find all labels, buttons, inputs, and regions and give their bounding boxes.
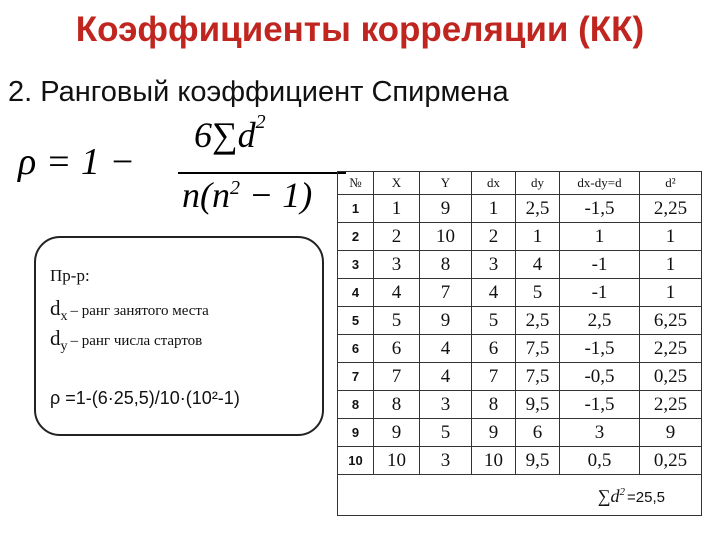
formula-numerator bbox=[194, 111, 266, 156]
dy-value: 9,5 bbox=[516, 447, 560, 475]
sum-value: =25,5 bbox=[627, 489, 665, 506]
header-number: № bbox=[338, 172, 374, 195]
example-calculation: ρ =1-(6·25,5)/10·(10²-1) bbox=[50, 388, 240, 408]
row-number: 1 bbox=[338, 195, 374, 223]
y-value: 3 bbox=[420, 391, 472, 419]
dy-value: 4 bbox=[516, 251, 560, 279]
d-value: -0,5 bbox=[560, 363, 640, 391]
dx-definition bbox=[50, 296, 209, 324]
rank-table bbox=[337, 171, 702, 516]
x-value: 5 bbox=[374, 307, 420, 335]
dx-value: 2 bbox=[472, 223, 516, 251]
x-value: 4 bbox=[374, 279, 420, 307]
d-value: 2,5 bbox=[560, 307, 640, 335]
formula-denominator-left: n(n bbox=[182, 175, 230, 215]
d-squared-value: 9 bbox=[640, 419, 702, 447]
x-value: 2 bbox=[374, 223, 420, 251]
table-row bbox=[338, 447, 702, 475]
dx-value: 9 bbox=[472, 419, 516, 447]
header-dy: dy bbox=[516, 172, 560, 195]
table-row bbox=[338, 307, 702, 335]
sum-symbol: $\sum d^2$ bbox=[597, 486, 626, 506]
table-row bbox=[338, 335, 702, 363]
d-value: -1,5 bbox=[560, 391, 640, 419]
d-squared-value: 2,25 bbox=[640, 335, 702, 363]
dy-value: 2,5 bbox=[516, 195, 560, 223]
dy-symbol: d bbox=[50, 326, 61, 350]
row-number: 9 bbox=[338, 419, 374, 447]
row-number: 2 bbox=[338, 223, 374, 251]
table-body bbox=[338, 195, 702, 475]
table-row bbox=[338, 391, 702, 419]
header-x: X bbox=[374, 172, 420, 195]
table-row bbox=[338, 419, 702, 447]
dx-value: 3 bbox=[472, 251, 516, 279]
slide-title: Коэффициенты корреляции (КК) bbox=[75, 10, 645, 49]
x-value: 10 bbox=[374, 447, 420, 475]
d-value: -1,5 bbox=[560, 195, 640, 223]
dy-value: 5 bbox=[516, 279, 560, 307]
row-number: 6 bbox=[338, 335, 374, 363]
y-value: 4 bbox=[420, 335, 472, 363]
d-squared-value: 1 bbox=[640, 279, 702, 307]
header-d: dx-dy=d bbox=[560, 172, 640, 195]
x-value: 8 bbox=[374, 391, 420, 419]
dy-value: 9,5 bbox=[516, 391, 560, 419]
y-value: 5 bbox=[420, 419, 472, 447]
spearman-formula bbox=[18, 111, 338, 215]
x-value: 9 bbox=[374, 419, 420, 447]
dy-value: 6 bbox=[516, 419, 560, 447]
row-number: 4 bbox=[338, 279, 374, 307]
y-value: 4 bbox=[420, 363, 472, 391]
example-box bbox=[34, 236, 324, 436]
sum-cell bbox=[338, 475, 702, 516]
header-dx: dx bbox=[472, 172, 516, 195]
d-squared-value: 0,25 bbox=[640, 363, 702, 391]
d-squared-value: 6,25 bbox=[640, 307, 702, 335]
dx-value: 5 bbox=[472, 307, 516, 335]
x-value: 6 bbox=[374, 335, 420, 363]
dx-value: 1 bbox=[472, 195, 516, 223]
d-value: 0,5 bbox=[560, 447, 640, 475]
d-value: -1 bbox=[560, 279, 640, 307]
d-squared-value: 0,25 bbox=[640, 447, 702, 475]
row-number: 7 bbox=[338, 363, 374, 391]
x-value: 3 bbox=[374, 251, 420, 279]
table-row bbox=[338, 195, 702, 223]
x-value: 7 bbox=[374, 363, 420, 391]
table-row bbox=[338, 223, 702, 251]
table-header-row bbox=[338, 172, 702, 195]
formula-denominator bbox=[182, 174, 312, 216]
d-value: -1,5 bbox=[560, 335, 640, 363]
formula-lhs: ρ = 1 − bbox=[18, 141, 136, 183]
d-squared-value: 1 bbox=[640, 223, 702, 251]
header-y: Y bbox=[420, 172, 472, 195]
dx-value: 4 bbox=[472, 279, 516, 307]
row-number: 10 bbox=[338, 447, 374, 475]
dx-symbol: d bbox=[50, 296, 61, 320]
dy-text: – ранг числа стартов bbox=[70, 333, 203, 349]
dy-value: 1 bbox=[516, 223, 560, 251]
y-value: 7 bbox=[420, 279, 472, 307]
dx-value: 7 bbox=[472, 363, 516, 391]
y-value: 8 bbox=[420, 251, 472, 279]
row-number: 5 bbox=[338, 307, 374, 335]
y-value: 10 bbox=[420, 223, 472, 251]
formula-numerator-power: 2 bbox=[255, 111, 266, 133]
dx-value: 6 bbox=[472, 335, 516, 363]
slide-subtitle: 2. Ранговый коэффициент Спирмена bbox=[8, 76, 509, 108]
example-label: Пр-р: bbox=[50, 266, 90, 285]
row-number: 3 bbox=[338, 251, 374, 279]
formula-denominator-power: 2 bbox=[230, 177, 240, 199]
d-value: -1 bbox=[560, 251, 640, 279]
dy-subscript: y bbox=[60, 339, 68, 354]
table-row bbox=[338, 279, 702, 307]
y-value: 9 bbox=[420, 195, 472, 223]
table-row bbox=[338, 251, 702, 279]
dx-value: 8 bbox=[472, 391, 516, 419]
dx-subscript: x bbox=[60, 309, 68, 324]
table-row bbox=[338, 363, 702, 391]
d-squared-value: 2,25 bbox=[640, 195, 702, 223]
y-value: 3 bbox=[420, 447, 472, 475]
dy-value: 7,5 bbox=[516, 363, 560, 391]
d-squared-value: 1 bbox=[640, 251, 702, 279]
header-d-squared: d² bbox=[640, 172, 702, 195]
row-number: 8 bbox=[338, 391, 374, 419]
d-value: 1 bbox=[560, 223, 640, 251]
y-value: 9 bbox=[420, 307, 472, 335]
dy-value: 2,5 bbox=[516, 307, 560, 335]
d-squared-value: 2,25 bbox=[640, 391, 702, 419]
d-value: 3 bbox=[560, 419, 640, 447]
dy-definition bbox=[50, 326, 203, 354]
formula-denominator-right: − 1) bbox=[240, 175, 313, 215]
dy-value: 7,5 bbox=[516, 335, 560, 363]
table-sum-row bbox=[338, 475, 702, 516]
dx-value: 10 bbox=[472, 447, 516, 475]
formula-numerator-text: 6∑d bbox=[194, 115, 256, 155]
x-value: 1 bbox=[374, 195, 420, 223]
dx-text: – ранг занятого места bbox=[70, 303, 209, 319]
